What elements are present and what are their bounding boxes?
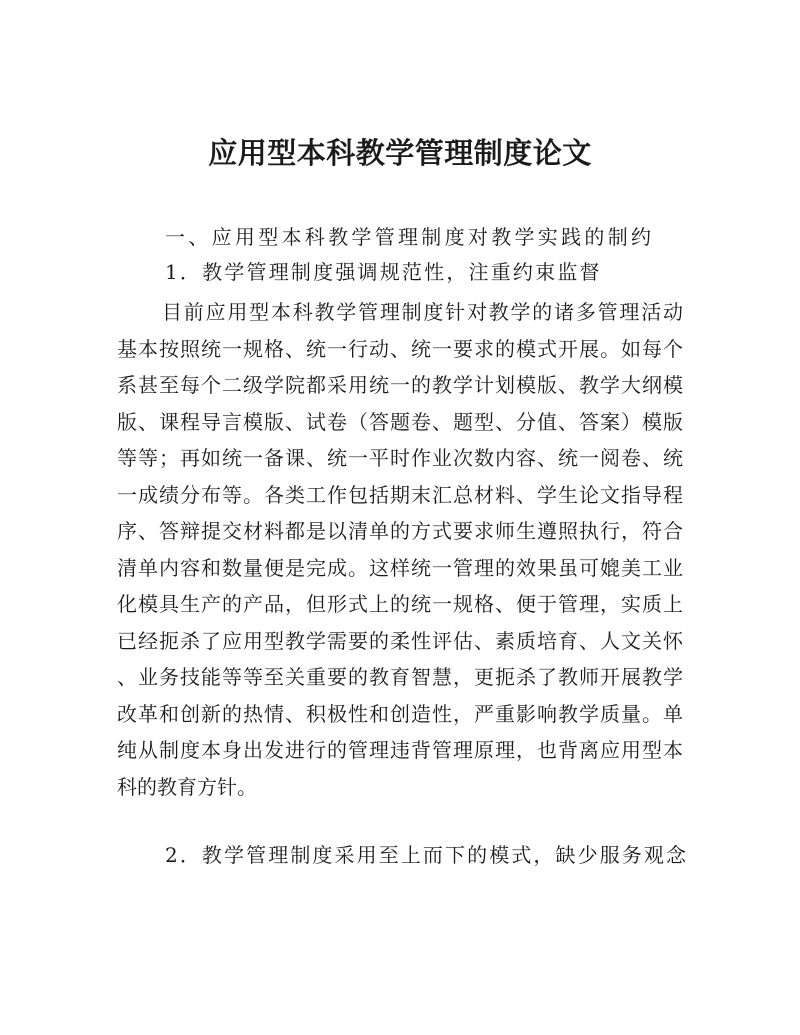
paragraph-line: 系甚至每个二级学院都采用统一的教学计划模版、教学大纲模: [117, 373, 683, 397]
paragraph-line: 基本按照统一规格、统一行动、统一要求的模式开展。如每个: [117, 336, 683, 361]
paragraph-line: 纯从制度本身出发进行的管理违背管理原理，也背离应用型本: [117, 738, 683, 762]
section-heading: 一、应用型本科教学管理制度对教学实践的制约: [165, 225, 655, 249]
paragraph-line: 目前应用型本科教学管理制度针对教学的诸多管理活动: [162, 300, 683, 324]
paragraph-line: 等等；再如统一备课、统一平时作业次数内容、统一阅卷、统: [117, 446, 683, 470]
paragraph-line: 改革和创新的热情、积极性和创造性，严重影响教学质量。单: [117, 701, 683, 726]
paragraph-line: 科的教育方针。: [117, 774, 257, 799]
paragraph-line: 、业务技能等等至关重要的教育智慧，更扼杀了教师开展教学: [117, 665, 683, 689]
subheading-2: 2．教学管理制度采用至上而下的模式，缺少服务观念: [165, 843, 689, 867]
paragraph-line: 序、答辩提交材料都是以清单的方式要求师生遵照执行，符合: [117, 519, 683, 543]
subheading-1: 1．教学管理制度强调规范性，注重约束监督: [165, 260, 602, 284]
document-title: 应用型本科教学管理制度论文: [208, 136, 592, 170]
paragraph-line: 版、课程导言模版、试卷（答题卷、题型、分值、答案）模版: [117, 409, 683, 434]
paragraph-line: 一成绩分布等。各类工作包括期末汇总材料、学生论文指导程: [117, 482, 683, 507]
paragraph-line: 已经扼杀了应用型教学需要的柔性评估、素质培育、人文关怀: [117, 628, 683, 653]
paragraph-line: 清单内容和数量便是完成。这样统一管理的效果虽可媲美工业: [117, 555, 683, 580]
paragraph-line: 化模具生产的产品，但形式上的统一规格、便于管理，实质上: [117, 592, 683, 616]
paragraph-1: [117, 294, 683, 805]
